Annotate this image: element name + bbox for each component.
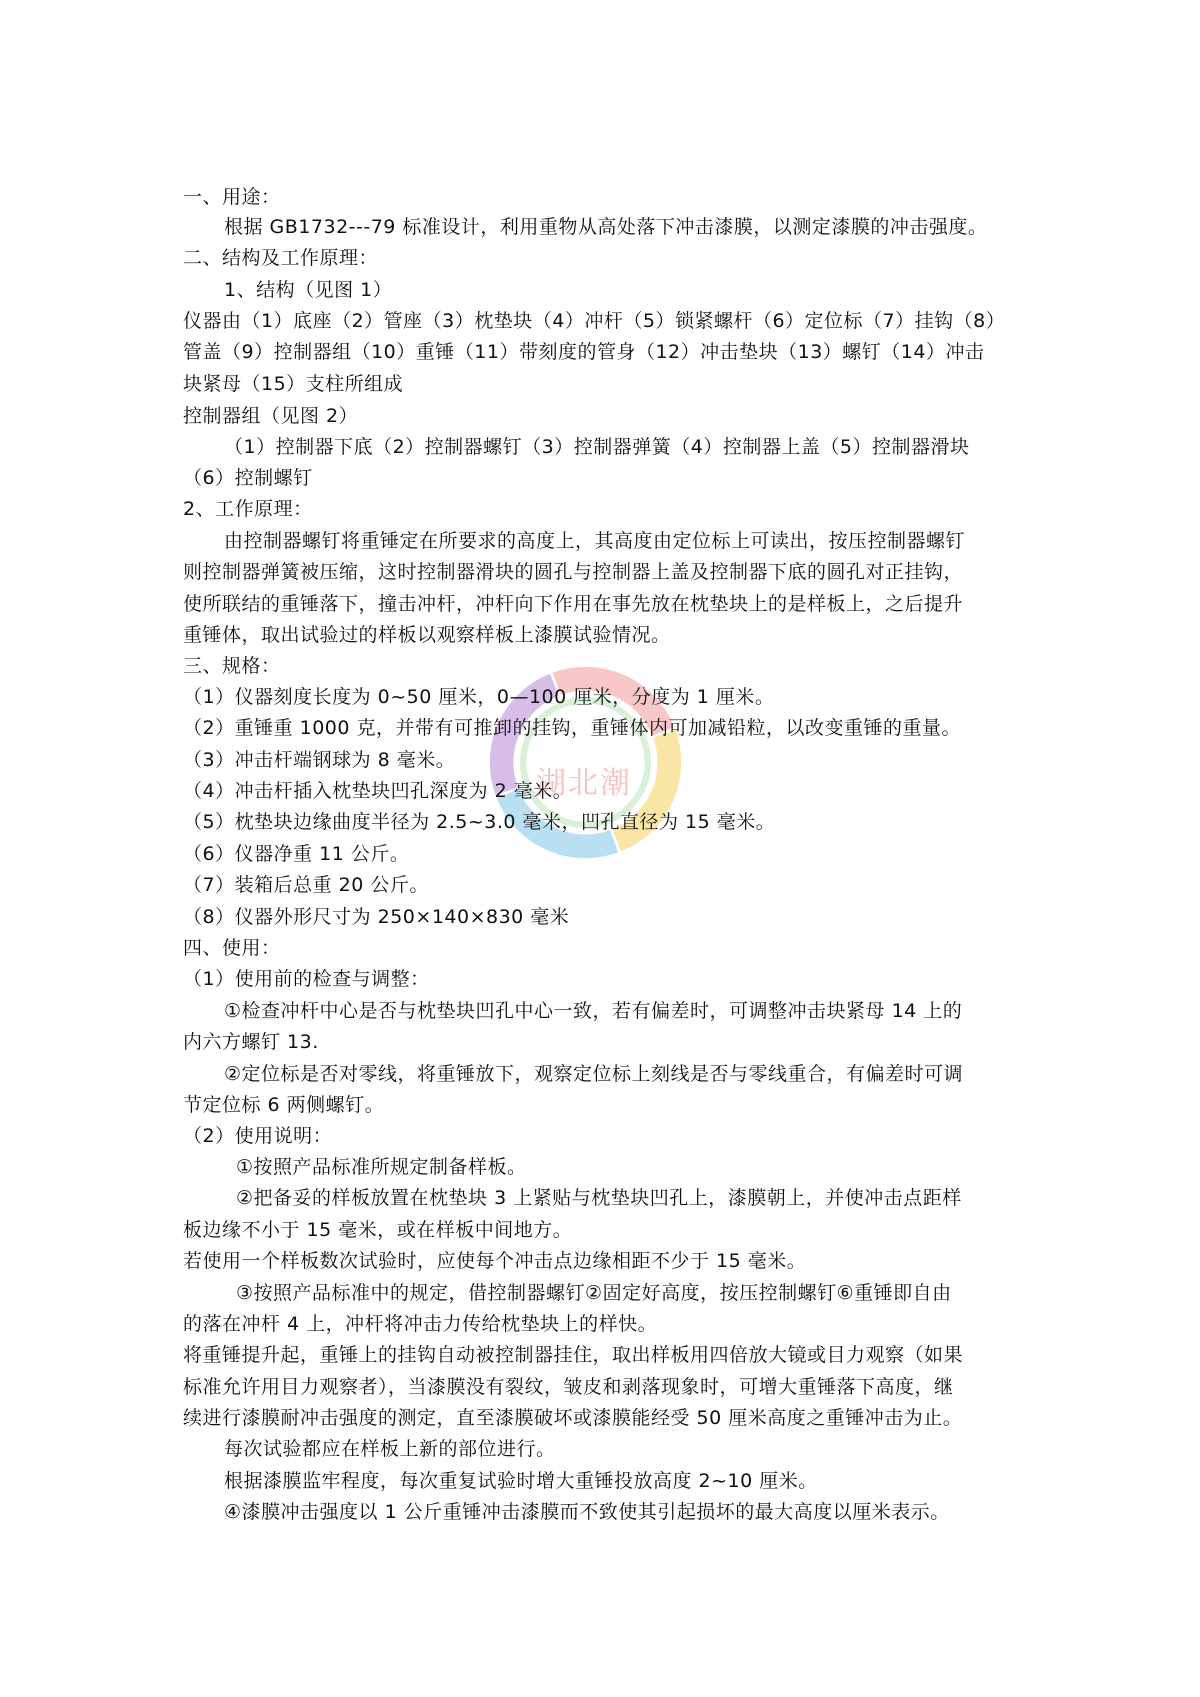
subheading-principle: 2、工作原理： [183,498,313,520]
paragraph-line: 管盖（9）控制器组（10）重锤（11）带刻度的管身（12）冲击垫块（13）螺钉（14）冲击 [183,341,985,363]
subheading-controller: 控制器组（见图 2） [183,405,359,427]
paragraph-line: ①按照产品标准所规定制备样板。 [236,1156,527,1178]
paragraph-line: 由控制器螺钉将重锤定在所要求的高度上，其高度由定位标上可读出，按压控制器螺钉 [224,530,966,552]
paragraph-line: ①检查冲杆中心是否与枕垫块凹孔中心一致，若有偏差时，可调整冲击块紧母 14 上的 [224,1000,963,1022]
paragraph-line: 若使用一个样板数次试验时，应使每个冲击点边缘相距不少于 15 毫米。 [183,1250,807,1272]
paragraph-line: 根据 GB1732---79 标准设计，利用重物从高处落下冲击漆膜，以测定漆膜的冲击强度。 [224,216,988,238]
spec-item: （7）装箱后总重 20 公斤。 [183,874,429,896]
heading-purpose: 一、用途： [183,186,281,208]
subheading-instructions: （2）使用说明： [183,1125,333,1147]
paragraph-line: （1）控制器下底（2）控制器螺钉（3）控制器弹簧（4）控制器上盖（5）控制器滑块 [224,436,970,458]
paragraph-line: ②定位标是否对零线，将重锤放下，观察定位标上刻线是否与零线重合，有偏差时可调 [224,1063,964,1085]
spec-item: （6）仪器净重 11 公斤。 [183,843,410,865]
paragraph-line: 将重锤提升起，重锤上的挂钩自动被控制器挂住，取出样板用四倍放大镜或目力观察（如果 [183,1344,964,1366]
paragraph-line: 则控制器弹簧被压缩，这时控制器滑块的圆孔与控制器上盖及控制器下底的圆孔对正挂钩， [183,561,964,583]
paragraph-line: ③按照产品标准中的规定，借控制器螺钉②固定好高度，按压控制螺钉⑥重锤即自由 [236,1282,952,1304]
heading-structure: 二、结构及工作原理： [183,247,379,269]
paragraph-line: 每次试验都应在样板上新的部位进行。 [224,1438,556,1460]
heading-usage: 四、使用： [183,937,281,959]
spec-item: （1）仪器刻度长度为 0~50 厘米，0—100 厘米，分度为 1 厘米。 [183,686,775,708]
paragraph-line: ④漆膜冲击强度以 1 公斤重锤冲击漆膜而不致使其引起损坏的最大高度以厘米表示。 [224,1501,950,1523]
paragraph-line: 根据漆膜监牢程度，每次重复试验时增大重锤投放高度 2~10 厘米。 [224,1470,818,1492]
paragraph-line: 标准允许用目力观察者），当漆膜没有裂纹，皱皮和剥落现象时，可增大重锤落下高度，继 [183,1376,954,1398]
paragraph-line: 板边缘不小于 15 毫米，或在样板中间地方。 [183,1219,573,1241]
spec-item: （5）枕垫块边缘曲度半径为 2.5~3.0 毫米，凹孔直径为 15 毫米。 [183,811,776,833]
paragraph-line: ②把备妥的样板放置在枕垫块 3 上紧贴与枕垫块凹孔上，漆膜朝上，并使冲击点距样 [236,1187,962,1209]
spec-item: （3）冲击杆端钢球为 8 毫米。 [183,749,456,771]
paragraph-line: 内六方螺钉 13. [183,1031,319,1053]
paragraph-line: 的落在冲杆 4 上，冲杆将冲击力传给枕垫块上的样快。 [183,1313,658,1335]
spec-item: （4）冲击杆插入枕垫块凹孔深度为 2 毫米。 [183,780,573,802]
watermark-text: 湖北潮 [536,766,632,801]
paragraph-line: 块紧母（15）支柱所组成 [183,373,404,395]
subheading-structure: 1、结构（见图 1） [224,279,393,301]
subheading-check: （1）使用前的检查与调整： [183,968,430,990]
paragraph-line: 仪器由（1）底座（2）管座（3）枕垫块（4）冲杆（5）锁紧螺杆（6）定位标（7）挂钩（8） [183,310,1006,332]
heading-spec: 三、规格： [183,655,281,677]
paragraph-line: 使所联结的重锤落下，撞击冲杆，冲杆向下作用在事先放在枕垫块上的是样板上，之后提升 [183,593,964,615]
paragraph-line: 重锤体，取出试验过的样板以观察样板上漆膜试验情况。 [183,624,671,646]
spec-item: （8）仪器外形尺寸为 250×140×830 毫米 [183,906,570,928]
paragraph-line: 节定位标 6 两侧螺钉。 [183,1094,385,1116]
paragraph-line: （6）控制螺钉 [183,467,313,489]
spec-item: （2）重锤重 1000 克，并带有可推卸的挂钩，重锤体内可加减铅粒，以改变重锤的重量。 [183,717,962,739]
paragraph-line: 续进行漆膜耐冲击强度的测定，直至漆膜破坏或漆膜能经受 50 厘米高度之重锤冲击为止。 [183,1407,963,1429]
